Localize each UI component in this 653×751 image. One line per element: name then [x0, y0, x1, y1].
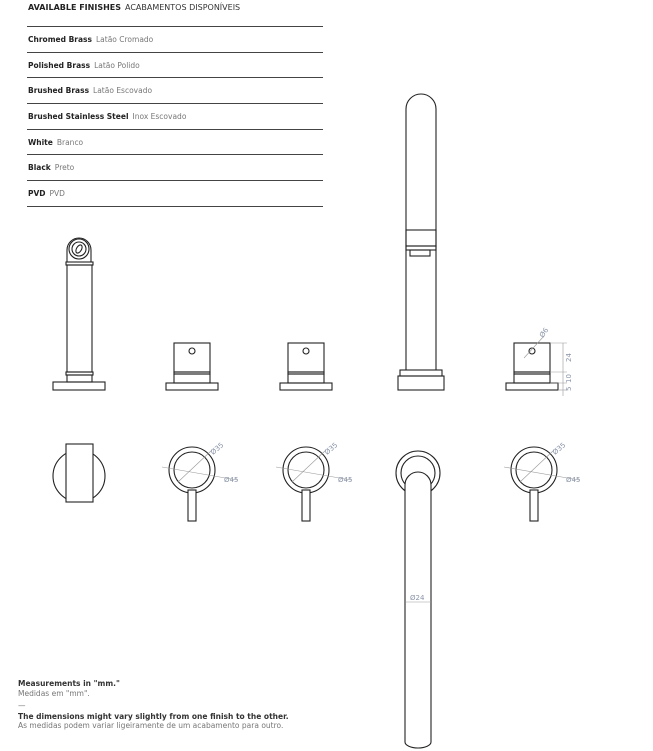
finish-pt: PVD	[49, 188, 65, 198]
measure-note-en: Measurements in "mm."	[18, 679, 120, 688]
finish-pt: Branco	[56, 137, 84, 147]
separator: —	[18, 701, 26, 710]
dim-handle-outer: Ø45	[224, 476, 239, 484]
dim-handle-inner: Ø35	[323, 441, 340, 457]
finish-en: Brushed Stainless Steel	[28, 111, 129, 121]
finish-en: Brushed Brass	[28, 86, 90, 96]
dim-handle-outer: Ø45	[566, 476, 581, 484]
dim-handle-inner: Ø35	[209, 441, 226, 457]
spout-plan	[396, 451, 440, 748]
spout-elevation	[398, 94, 444, 390]
finish-en: PVD	[28, 188, 46, 198]
heading-pt: ACABAMENTOS DISPONÍVEIS	[125, 3, 241, 12]
heading-en: AVAILABLE FINISHES	[28, 3, 121, 12]
measure-note-pt: Medidas em "mm".	[18, 688, 90, 698]
finish-en: Black	[28, 163, 51, 173]
valve-plans	[162, 441, 580, 521]
vary-note-en: The dimensions might vary slightly from one finish to the other.	[18, 711, 289, 721]
finish-pt: Inox Escovado	[132, 111, 187, 121]
finish-pt: Latão Cromado	[95, 34, 154, 44]
dim-pin: Ø6	[538, 326, 551, 340]
valve-elevations	[166, 326, 573, 396]
dim-height-top: 24	[565, 353, 573, 362]
dim-spout-pipe: Ø24	[410, 594, 425, 602]
finish-pt: Preto	[54, 163, 75, 173]
finish-en: Chromed Brass	[28, 34, 92, 44]
finish-en: White	[28, 137, 53, 147]
dim-height-base: 5	[565, 386, 573, 391]
dim-height-mid: 10	[565, 374, 573, 383]
vary-note-pt: As medidas podem variar ligeiramente de um acabamento para outro.	[18, 721, 284, 730]
handshower-elevation	[53, 238, 105, 390]
dim-handle-inner: Ø35	[551, 441, 568, 457]
dim-handle-outer: Ø45	[338, 476, 353, 484]
finish-pt: Latão Escovado	[93, 86, 153, 96]
notes	[18, 679, 289, 731]
finish-pt: Latão Polido	[94, 60, 140, 70]
handshower-plan	[53, 444, 105, 502]
finish-en: Polished Brass	[28, 60, 91, 70]
